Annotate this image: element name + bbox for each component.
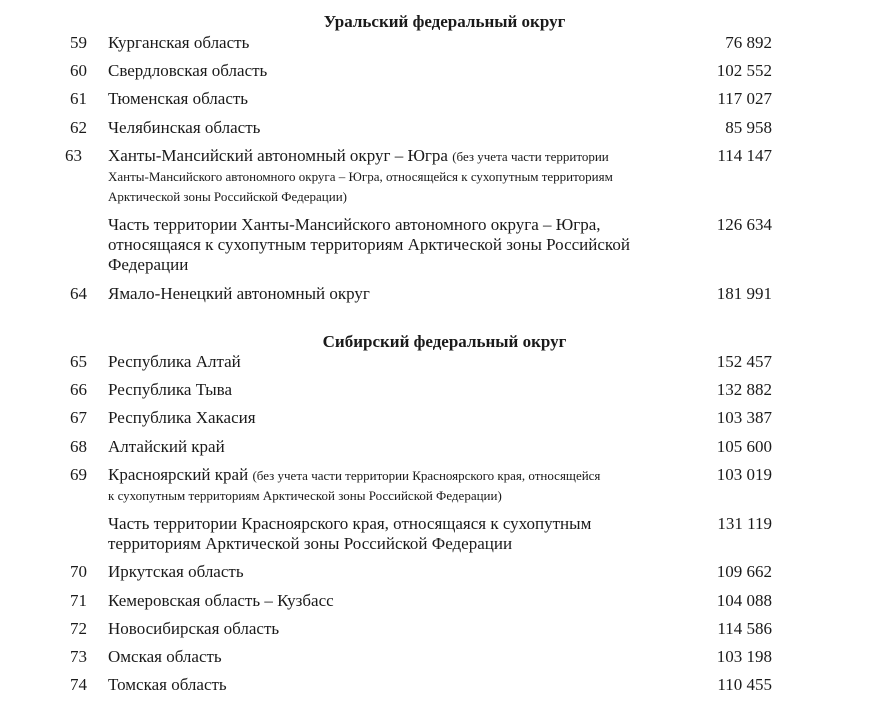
row-number: 69 xyxy=(70,465,87,484)
region-name-with-note xyxy=(108,465,708,506)
region-name-line: Часть территории Ханты-Мансийского автономного округа – Югра, xyxy=(108,215,601,234)
region-name: Алтайский край xyxy=(108,437,225,456)
row-number: 64 xyxy=(70,284,87,303)
row-value: 103 198 xyxy=(716,647,772,666)
region-name-line: относящаяся к сухопутным территориям Арктической зоны Российской xyxy=(108,235,630,254)
row-value: 114 586 xyxy=(717,619,772,638)
region-name: Ханты-Мансийский автономный округ – Югра xyxy=(108,146,448,165)
section-title-ural: Уральский федеральный округ xyxy=(323,12,566,31)
region-note: к сухопутным территориям Арктической зоны Российской Федерации) xyxy=(108,488,502,503)
row-value: 110 455 xyxy=(717,675,772,694)
row-number: 59 xyxy=(70,33,87,52)
row-number: 63 xyxy=(65,146,82,165)
row-value: 131 119 xyxy=(717,514,772,533)
region-name: Челябинская область xyxy=(108,118,261,137)
row-number: 68 xyxy=(70,437,87,456)
region-name: Красноярский край xyxy=(108,465,249,484)
row-value: 109 662 xyxy=(716,562,772,581)
region-name: Кемеровская область – Кузбасс xyxy=(108,591,334,610)
region-name xyxy=(108,514,708,554)
row-number: 62 xyxy=(70,118,87,137)
row-number: 60 xyxy=(70,61,87,80)
row-value: 76 892 xyxy=(725,33,772,52)
region-note: (без учета части территории xyxy=(452,149,609,164)
row-number: 74 xyxy=(70,675,87,694)
row-value: 126 634 xyxy=(716,215,772,234)
row-number: 65 xyxy=(70,352,87,371)
region-name: Тюменская область xyxy=(108,89,249,108)
row-number: 71 xyxy=(70,591,87,610)
region-name: Республика Тыва xyxy=(108,380,233,399)
row-value: 114 147 xyxy=(717,146,772,165)
region-name: Республика Хакасия xyxy=(108,408,256,427)
region-name: Республика Алтай xyxy=(108,352,241,371)
region-name: Свердловская область xyxy=(108,61,268,80)
region-name: Омская область xyxy=(108,647,222,666)
row-value: 181 991 xyxy=(716,284,772,303)
row-number: 70 xyxy=(70,562,87,581)
region-name-with-note xyxy=(108,146,708,207)
region-name-line: территориям Арктической зоны Российской Федерации xyxy=(108,534,513,553)
region-name: Иркутская область xyxy=(108,562,244,581)
row-value: 132 882 xyxy=(716,380,772,399)
row-number: 66 xyxy=(70,380,87,399)
region-name: Курганская область xyxy=(108,33,250,52)
row-value: 104 088 xyxy=(716,591,772,610)
region-name: Ямало-Ненецкий автономный округ xyxy=(108,284,370,303)
row-number: 61 xyxy=(70,89,87,108)
region-name-line: Часть территории Красноярского края, относящаяся к сухопутным xyxy=(108,514,592,533)
section-title-siberia: Сибирский федеральный округ xyxy=(322,332,567,351)
row-value: 102 552 xyxy=(716,61,772,80)
region-name xyxy=(108,215,708,275)
row-number: 73 xyxy=(70,647,87,666)
row-number: 72 xyxy=(70,619,87,638)
row-value: 105 600 xyxy=(716,437,772,456)
row-value: 103 387 xyxy=(716,408,772,427)
row-value: 85 958 xyxy=(725,118,772,137)
region-name: Новосибирская область xyxy=(108,619,280,638)
row-value: 152 457 xyxy=(716,352,772,371)
region-note: Ханты-Мансийского автономного округа – Югра, относящейся к сухопутным территориям xyxy=(108,169,613,184)
region-note: Арктической зоны Российской Федерации) xyxy=(108,189,347,204)
row-value: 103 019 xyxy=(716,465,772,484)
region-name: Томская область xyxy=(108,675,227,694)
region-name-line: Федерации xyxy=(108,255,189,274)
row-value: 117 027 xyxy=(717,89,772,108)
row-number: 67 xyxy=(70,408,87,427)
region-note: (без учета части территории Красноярского края, относящейся xyxy=(252,468,601,483)
